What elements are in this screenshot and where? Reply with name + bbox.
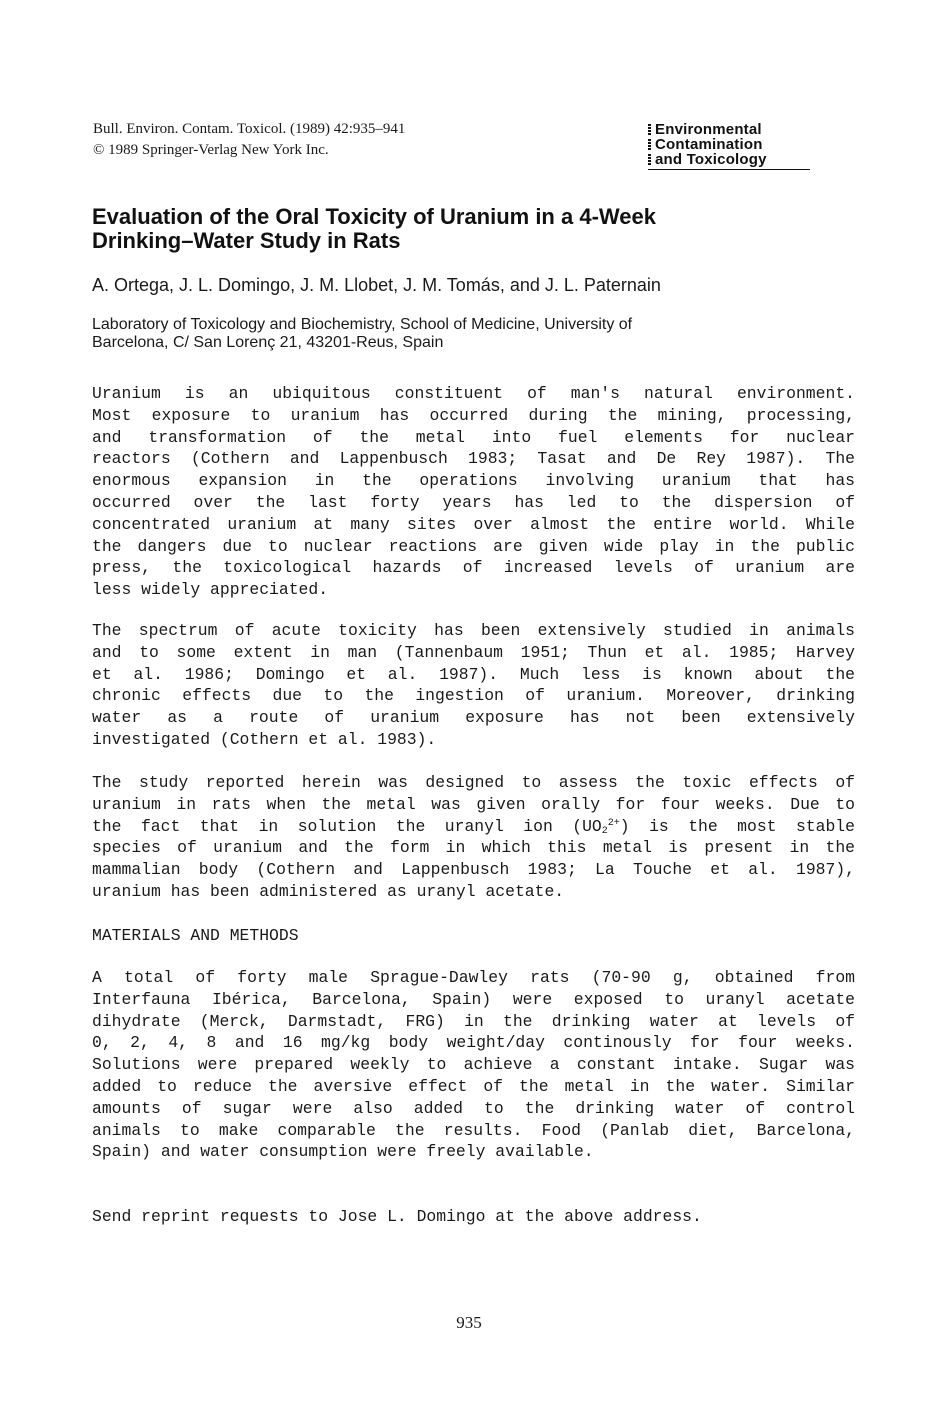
text-line: water as a route of uranium exposure has not been extensively <box>92 708 855 728</box>
text-line: The study reported herein was designed to assess the toxic effects of <box>92 773 855 792</box>
text-line: concentrated uranium at many sites over almost the entire world. While <box>92 514 855 534</box>
affiliation-line: Barcelona, C/ San Lorenç 21, 43201-Reus, Spain <box>92 334 444 351</box>
text-line: less widely appreciated. <box>92 580 329 600</box>
superscript: 2+ <box>607 817 620 829</box>
text-line: uranium has been administered as uranyl acetate. <box>92 881 565 901</box>
text-line: enormous expansion in the operations involving uranium that has <box>92 471 855 491</box>
text-line: The spectrum of acute toxicity has been extensively studied in animals <box>92 621 855 640</box>
text-fragment: the fact that in solution the uranyl ion (UO <box>92 816 602 836</box>
copyright-line: © 1989 Springer-Verlag New York Inc. <box>93 142 329 158</box>
text-line: Spain) and water consumption were freely available. <box>92 1142 594 1162</box>
text-line: Uranium is an ubiquitous constituent of man's natural environment. <box>92 384 855 403</box>
text-line: chronic effects due to the ingestion of uranium. Moreover, drinking <box>92 686 855 706</box>
text-line: A total of forty male Sprague-Dawley rats (70-90 g, obtained from <box>92 968 855 987</box>
text-line <box>92 816 855 838</box>
footnote-text: Send reprint requests to Jose L. Domingo at the above address. <box>92 1207 702 1226</box>
paragraph-study-aim <box>92 772 855 903</box>
heading-text: MATERIALS AND METHODS <box>92 926 299 945</box>
text-line: uranium in rats when the metal was given orally for four weeks. Due to <box>92 794 855 814</box>
text-line: and to some extent in man (Tannenbaum 1951; Thun et al. 1985; Harvey <box>92 642 855 662</box>
text-line: dihydrate (Merck, Darmstadt, FRG) in the drinking water at levels of <box>92 1011 855 1031</box>
journal-logo-line: Environmental <box>648 122 810 137</box>
paper-title <box>92 205 852 253</box>
text-line: reactors (Cothern and Lappenbusch 1983; Tasat and De Rey 1987). The <box>92 449 855 469</box>
journal-citation <box>93 119 405 161</box>
affiliation-line: Laboratory of Toxicology and Biochemistry, School of Medicine, University of <box>92 316 633 333</box>
text-line: press, the toxicological hazards of increased levels of uranium are <box>92 558 855 578</box>
text-line: mammalian body (Cothern and Lappenbusch 1983; La Touche et al. 1987), <box>92 860 855 880</box>
affiliation <box>92 316 632 352</box>
citation-line: Bull. Environ. Contam. Toxicol. (1989) 42:935–941 <box>93 121 406 137</box>
reprint-footnote <box>92 1206 855 1228</box>
text-line: Solutions were prepared weekly to achieve a constant intake. Sugar was <box>92 1055 855 1075</box>
paragraph-methods <box>92 967 855 1163</box>
journal-logo-line: and Toxicology <box>648 152 810 167</box>
journal-logo-line: Contamination <box>648 137 810 152</box>
text-fragment: ) is the most stable <box>619 816 855 836</box>
text-line: added to reduce the aversive effect of the metal in the water. Similar <box>92 1076 855 1096</box>
text-line: 0, 2, 4, 8 and 16 mg/kg body weight/day continously for four weeks. <box>92 1033 855 1053</box>
journal-logo <box>648 122 810 170</box>
text-line: occurred over the last forty years has led to the dispersion of <box>92 492 855 512</box>
text-line: Interfauna Ibérica, Barcelona, Spain) were exposed to uranyl acetate <box>92 989 855 1009</box>
text-line: and transformation of the metal into fuel elements for nuclear <box>92 427 855 447</box>
subscript: 2 <box>601 825 608 837</box>
text-line: the dangers due to nuclear reactions are given wide play in the public <box>92 536 855 556</box>
text-line: amounts of sugar were also added to the drinking water of control <box>92 1098 855 1118</box>
paragraph-intro <box>92 383 855 601</box>
title-line: Drinking–Water Study in Rats <box>92 228 401 253</box>
text-line: investigated (Cothern et al. 1983). <box>92 729 437 749</box>
author-list: A. Ortega, J. L. Domingo, J. M. Llobet, J. M. Tomás, and J. L. Paternain <box>92 275 661 295</box>
paragraph-acute-toxicity <box>92 620 855 751</box>
text-line: species of uranium and the form in which this metal is present in the <box>92 838 855 858</box>
page-number: 935 <box>456 1313 482 1332</box>
text-line: animals to make comparable the results. Food (Panlab diet, Barcelona, <box>92 1120 855 1140</box>
section-heading <box>92 925 855 947</box>
text-line: et al. 1986; Domingo et al. 1987). Much less is known about the <box>92 664 855 684</box>
text-line: Most exposure to uranium has occurred during the mining, processing, <box>92 405 855 425</box>
title-line: Evaluation of the Oral Toxicity of Uranium in a 4-Week <box>92 204 656 229</box>
